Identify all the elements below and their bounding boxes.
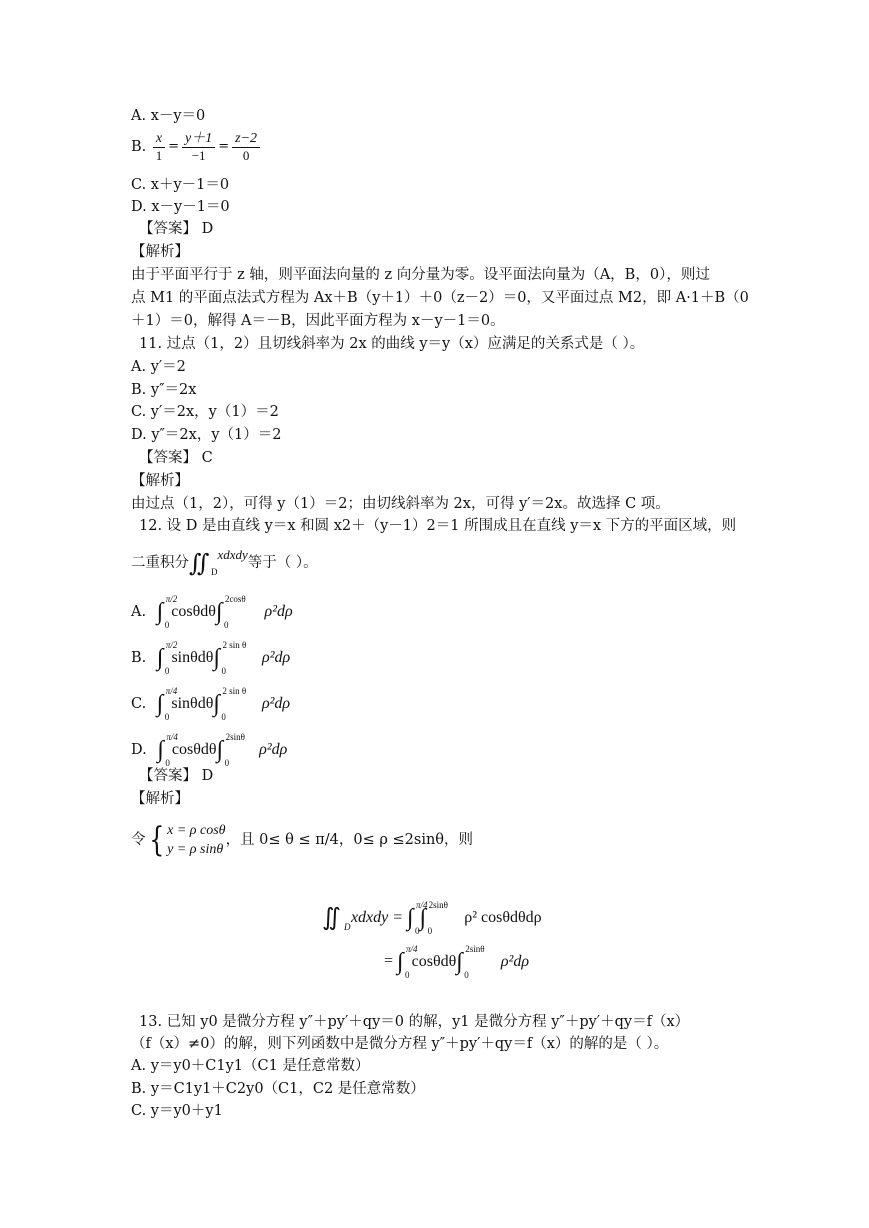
integral-symbol: ∫ π/4 0: [157, 732, 178, 769]
lower-limit: 0: [223, 620, 229, 631]
double-integral-symbol: ∬ D: [322, 905, 351, 932]
q12-substitution: [131, 818, 473, 862]
upper-limit: 2sinθ: [225, 732, 245, 743]
display-equation-1: [322, 900, 542, 936]
q12-answer: 【答案】 D: [139, 768, 214, 784]
integrand: ρ²dρ: [261, 695, 291, 712]
integrand: xdxdy: [217, 547, 248, 562]
fraction: [182, 131, 215, 164]
denominator: −1: [191, 147, 206, 163]
q13-option-c: C. y＝y0＋y1: [131, 1103, 223, 1119]
q13-stem-line-2: （f（x）≠0）的解，则下列函数中是微分方程 y″＋py′＋qy＝f（x）的解的是（ ）。: [131, 1036, 669, 1052]
numerator: x: [153, 131, 165, 148]
integral-symbol: ∫ 2sinθ 0: [216, 732, 245, 769]
equation-system: [167, 821, 225, 859]
integral-symbol: ∫ π/2 0: [156, 594, 178, 631]
fraction: [153, 131, 165, 164]
upper-limit: π/4: [166, 732, 178, 743]
q11-answer: 【答案】 C: [139, 450, 213, 466]
integral-symbol: ∫ π/2 0: [156, 640, 178, 677]
equation-x: x = ρ cosθ: [167, 823, 226, 838]
lower-limit: 0: [221, 666, 226, 677]
q11-option-a: A. y′＝2: [131, 359, 186, 375]
left-brace: {: [148, 820, 164, 860]
trig-factor: cosθdθ: [411, 952, 457, 970]
upper-limit: π/2: [165, 594, 178, 605]
numerator: z−2: [232, 131, 260, 148]
rhs-expression: ρ² cosθdθdρ: [464, 908, 542, 926]
option-label: D.: [131, 742, 147, 758]
integrand: ρ²dρ: [259, 741, 288, 758]
lower-limit: 0: [164, 666, 170, 677]
q12-stem-suffix: 等于（ ）。: [247, 555, 318, 571]
lower-limit: 0: [464, 970, 469, 980]
q13-option-b: B. y＝C1y1＋C2y0（C1，C2 是任意常数）: [131, 1081, 425, 1097]
upper-limit: 2sinθ: [428, 900, 448, 910]
integrand: ρ²dρ: [264, 603, 293, 620]
q10-analysis-line-3: ＋1）＝0，解得 A＝－B，因此平面方程为 x－y－1＝0。: [131, 313, 505, 329]
upper-limit: π/4: [165, 686, 178, 697]
integral-symbol: ∫ 2cosθ 0: [215, 594, 246, 631]
upper-limit: π/4: [406, 944, 418, 954]
q10-analysis-heading: 【解析】: [131, 244, 189, 260]
q12-option-d: [131, 730, 287, 770]
display-equation-2: [384, 944, 529, 980]
q11-stem: 11. 过点（1，2）且切线斜率为 2x 的曲线 y＝y（x）应满足的关系式是（ ）。: [139, 336, 645, 352]
option-label: C.: [131, 696, 147, 712]
integral-domain: D: [211, 567, 218, 577]
equals-sign: =: [384, 952, 394, 970]
q11-analysis-line-1: 由过点（1，2），可得 y（1）＝2；由切线斜率为 2x，可得 y′＝2x。故选择 C 项。: [131, 496, 670, 512]
equals-sign: =: [168, 139, 179, 154]
trig-factor: sinθdθ: [171, 695, 214, 712]
upper-limit: 2sinθ: [465, 944, 485, 954]
upper-limit: 2 sin θ: [222, 640, 247, 651]
substitution-condition: ，且 0≤ θ ≤ π/4，0≤ ρ ≤2sinθ，则: [225, 832, 474, 848]
q10-analysis-line-1: 由于平面平行于 z 轴，则平面法向量的 z 向分量为零。设平面法向量为（A，B，0），则过: [131, 267, 710, 283]
integral-symbol: ∫ π/4 0: [407, 900, 428, 936]
q10-option-c: C. x＋y－1＝0: [131, 177, 230, 193]
option-formula: [156, 640, 291, 677]
lower-limit: 0: [165, 758, 170, 769]
equals-sign: =: [218, 139, 230, 154]
q10-answer: 【答案】 D: [139, 221, 214, 237]
q12-option-b: [131, 638, 290, 678]
q10-option-b-label: B.: [131, 139, 147, 155]
substitution-prefix: 令: [131, 832, 146, 848]
q11-option-d: D. y″＝2x，y（1）＝2: [131, 427, 282, 443]
option-formula: [157, 732, 288, 769]
q10-option-d: D. x－y－1＝0: [131, 199, 230, 215]
integral-symbol: ∫ 2sinθ 0: [456, 944, 485, 980]
q12-option-c: [131, 684, 290, 724]
upper-limit: 2cosθ: [224, 594, 246, 605]
integral-symbol: ∫ π/4 0: [156, 686, 178, 723]
lower-limit: 0: [164, 712, 170, 723]
trig-factor: cosθdθ: [171, 741, 217, 758]
lower-limit: 0: [405, 970, 410, 980]
integral-symbol: ∫ π/4 0: [397, 944, 418, 980]
integral-symbol: ∫ 2sinθ 0: [419, 900, 448, 936]
trig-factor: sinθdθ: [171, 649, 214, 666]
integral-symbol: ∫ 2 sin θ 0: [213, 686, 247, 723]
integrand: ρ²dρ: [500, 952, 529, 970]
q10-analysis-line-2: 点 M1 的平面点法式方程为 Ax＋B（y＋1）＋0（z－2）＝0，又平面过点 M2，即 A·1＋B（0: [131, 290, 749, 306]
upper-limit: π/4: [416, 900, 428, 910]
q13-option-a: A. y＝y0＋C1y1（C1 是任意常数）: [131, 1058, 370, 1074]
q11-option-b: B. y″＝2x: [131, 382, 197, 398]
trig-factor: cosθdθ: [171, 603, 216, 620]
lower-limit: 0: [427, 926, 433, 936]
q12-option-a: [131, 592, 293, 632]
q10-option-b: [131, 130, 262, 164]
integral-symbol: ∫ 2 sin θ 0: [213, 640, 247, 677]
lhs-expression: xdxdy =: [350, 908, 404, 926]
lower-limit: 0: [224, 758, 230, 769]
q12-stem-prefix: 二重积分: [131, 555, 189, 571]
q13-stem-line-1: 13. 已知 y0 是微分方程 y″＋py′＋qy＝0 的解，y1 是微分方程 y″＋py′＋qy＝f（x）: [139, 1014, 690, 1030]
upper-limit: π/2: [165, 640, 178, 651]
integral-domain: D: [344, 922, 351, 932]
option-label: A.: [131, 604, 147, 620]
q10-option-a: A. x－y＝0: [131, 108, 206, 124]
lower-limit: 0: [164, 620, 170, 631]
denominator: 0: [242, 147, 250, 163]
option-formula: [156, 686, 291, 723]
q12-stem-line-1: 12. 设 D 是由直线 y＝x 和圆 x2＋（y－1）2＝1 所围成且在直线 y＝x 下方的平面区域，则: [139, 518, 737, 534]
upper-limit: 2 sin θ: [222, 686, 247, 697]
q11-option-c: C. y′＝2x，y（1）＝2: [131, 404, 279, 420]
lower-limit: 0: [415, 926, 420, 936]
q12-analysis-heading: 【解析】: [131, 791, 189, 807]
denominator: 1: [155, 147, 163, 163]
double-integral-symbol: ∬ D: [189, 549, 218, 577]
option-formula: [156, 594, 293, 631]
lower-limit: 0: [221, 712, 226, 723]
q12-stem-line-2: [131, 548, 318, 578]
q11-analysis-heading: 【解析】: [131, 473, 189, 489]
equation-y: y = ρ sinθ: [167, 842, 224, 857]
numerator: y＋1: [182, 131, 215, 148]
option-label: B.: [131, 650, 147, 666]
integrand: ρ²dρ: [262, 649, 291, 666]
fraction: [232, 131, 260, 164]
